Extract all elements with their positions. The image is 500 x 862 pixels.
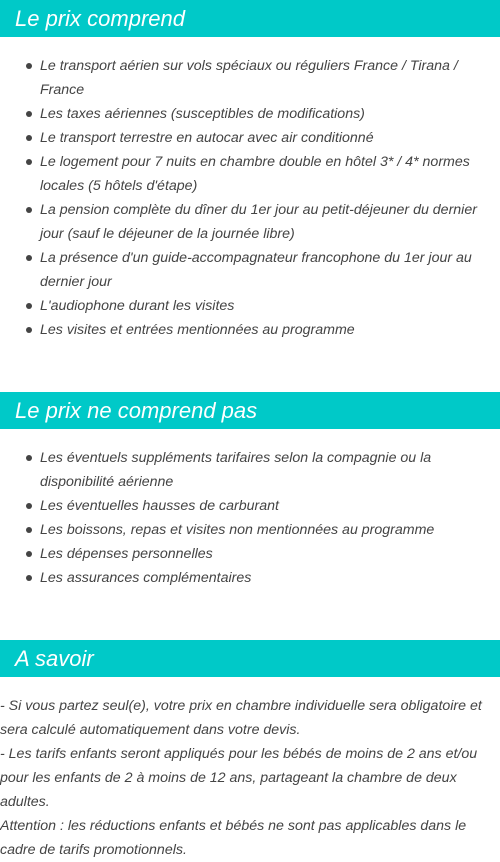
list-item: Les boissons, repas et visites non mentionnées au programme (40, 518, 500, 542)
info-block (0, 694, 500, 862)
list-item: Les éventuels suppléments tarifaires selon la compagnie ou la disponibilité aérienne (40, 446, 500, 494)
list-item: Le transport aérien sur vols spéciaux ou réguliers France / Tirana / France (40, 54, 500, 102)
info-paragraph: Attention : les réductions enfants et bébés ne sont pas applicables dans le cadre de tarifs promotionnels. (0, 818, 467, 858)
list-item: Les dépenses personnelles (40, 542, 500, 566)
list-item: La pension complète du dîner du 1er jour au petit-déjeuner du dernier jour (sauf le déjeuner de la journée libre) (40, 198, 500, 246)
excluded-list (0, 446, 500, 590)
list-item: L'audiophone durant les visites (40, 294, 500, 318)
included-list (0, 54, 500, 342)
section-header-prix-ne-comprend-pas: Le prix ne comprend pas (0, 392, 500, 429)
section-header-a-savoir: A savoir (0, 640, 500, 677)
list-item: Les assurances complémentaires (40, 566, 500, 590)
info-paragraph: - Les tarifs enfants seront appliqués pour les bébés de moins de 2 ans et/ou pour les enfants de 2 à moins de 12 ans, partageant la chambre de deux adultes. (0, 746, 478, 810)
list-item: Les éventuelles hausses de carburant (40, 494, 500, 518)
list-item: Le logement pour 7 nuits en chambre double en hôtel 3* / 4* normes locales (5 hôtels d'étape) (40, 150, 500, 198)
list-item: Le transport terrestre en autocar avec air conditionné (40, 126, 500, 150)
section-header-prix-comprend: Le prix comprend (0, 0, 500, 37)
list-item: Les visites et entrées mentionnées au programme (40, 318, 500, 342)
list-item: La présence d'un guide-accompagnateur francophone du 1er jour au dernier jour (40, 246, 500, 294)
info-paragraph: - Si vous partez seul(e), votre prix en chambre individuelle sera obligatoire et sera calculé automatiquement dans votre devis. (0, 698, 482, 738)
list-item: Les taxes aériennes (susceptibles de modifications) (40, 102, 500, 126)
